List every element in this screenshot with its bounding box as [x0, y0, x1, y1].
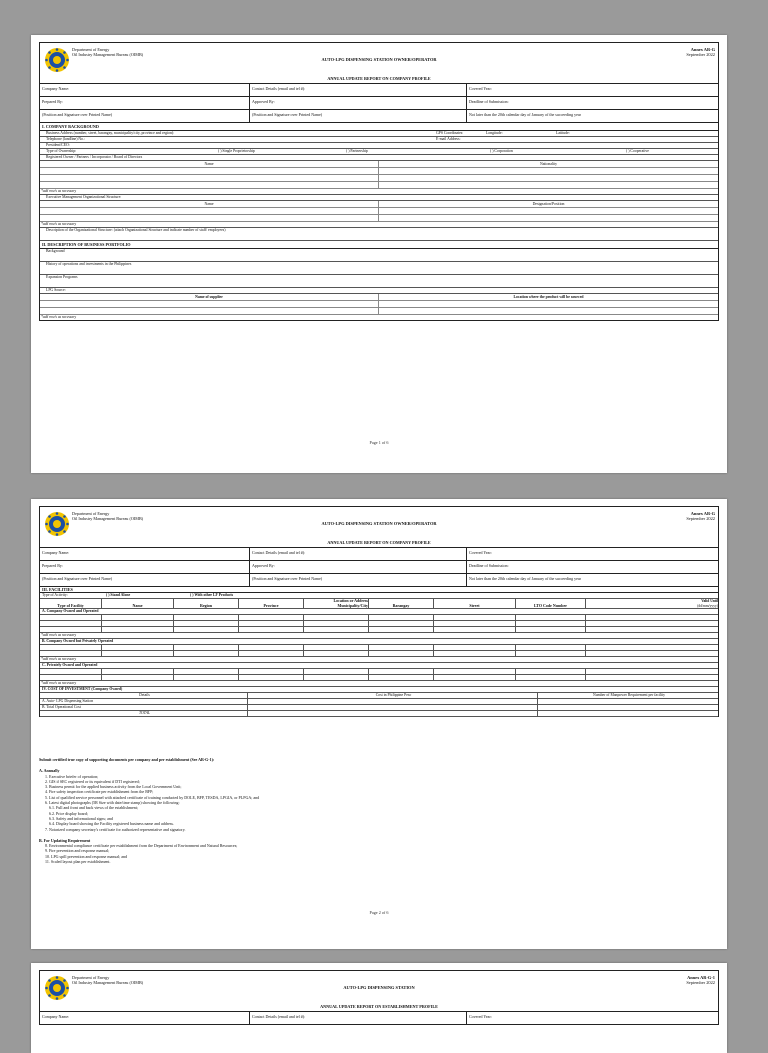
longitude-label: Longitude: [486, 131, 503, 135]
cost-total-label: TOTAL [40, 711, 248, 717]
annex-label [686, 47, 715, 58]
requirement-item: 9. Fire prevention and response manual; [45, 848, 110, 854]
category-c: C. Privately Owned and Operated [40, 663, 718, 669]
approved-by-field[interactable]: Approved By: [250, 97, 467, 109]
form-sheet [39, 506, 719, 717]
deadline-label: Deadline of Submission: [469, 563, 509, 568]
col-location-label: Location or Address [333, 598, 368, 603]
agency-line-1: Department of Energy [72, 975, 110, 980]
supplier-row-name[interactable] [40, 301, 378, 308]
annex-label [686, 975, 715, 986]
agency-name [72, 47, 143, 57]
form-subtitle: ANNUAL UPDATE REPORT ON COMPANY PROFILE [327, 540, 431, 545]
with-other-checkbox[interactable]: ( ) With other LF Products [190, 593, 234, 597]
form-header [40, 971, 718, 1012]
form-subtitle: ANNUAL UPDATE REPORT ON ESTABLISHMENT PROFILE [320, 1004, 438, 1009]
col-cost: Cost in Philippine Peso [248, 693, 538, 699]
deadline-label: Deadline of Submission: [469, 99, 509, 104]
annex-date: September 2022 [686, 52, 715, 58]
contact-field[interactable]: Contact Details (email and tel #): [250, 1012, 467, 1024]
mgmt-col-designation: Designation/Position [379, 201, 718, 208]
annex-date: September 2022 [686, 980, 715, 986]
section-facilities: III. FACILITIES [40, 587, 718, 593]
business-address-label: Business Address (number, street, barangay, municipality/city, province and region): [46, 131, 175, 135]
form-sheet [39, 970, 719, 1025]
stand-alone-checkbox[interactable]: ( ) Stand Alone [106, 593, 131, 597]
requirement-item: 1. Executive briefer of operation; [45, 773, 99, 779]
ownership-single-checkbox[interactable]: ( ) Single Proprietorship [218, 149, 255, 153]
mgmt-row-designation[interactable] [379, 215, 718, 222]
requirement-item: 3. Business permit for the applied business activity from the Local Government Unit; [45, 784, 182, 790]
col-valid-format: (dd/mm/yyyy) [697, 603, 718, 608]
facilities-header [40, 599, 718, 609]
history-label: History of operations and investments in the Philippines [46, 262, 132, 266]
col-region: Region [174, 599, 239, 609]
ownership-partnership-checkbox[interactable]: ( ) Partnership [346, 149, 368, 153]
approved-by-field[interactable]: Approved By: [250, 561, 467, 573]
annex-date: September 2022 [686, 516, 715, 522]
company-name-field[interactable]: Company Name: [40, 84, 250, 96]
owners-row-nationality[interactable] [379, 175, 718, 182]
col-type-facility: Type of Facility [40, 599, 102, 609]
position-label-2: (Position and Signature over Printed Name) [250, 574, 467, 586]
requirement-item: 11. Scaled layout plan per establishment. [45, 859, 111, 865]
updating-heading: B. For Updating Requirement [39, 837, 91, 843]
owners-row-name[interactable] [40, 168, 378, 175]
mgmt-table [40, 201, 718, 222]
agency-name [72, 511, 143, 521]
latitude-label: Latitude: [556, 131, 570, 135]
form-title: AUTO-LPG DISPENSING STATION OWNER/OPERATOR [321, 57, 437, 62]
page-number: Page 1 of 6 [369, 440, 389, 445]
info-row-3 [40, 110, 718, 123]
page-1 [31, 35, 727, 473]
facility-row[interactable] [40, 675, 718, 681]
lpg-source-row [40, 288, 718, 294]
contact-field[interactable]: Contact Details (email and tel #): [250, 548, 467, 560]
owners-label-row [40, 155, 718, 161]
form-header [40, 43, 718, 84]
supplier-table [40, 294, 718, 315]
background-row[interactable] [40, 249, 718, 262]
add-rows-note: *add row/s as necessary [40, 633, 718, 639]
email-label: E-mail Address: [436, 137, 461, 141]
form-header [40, 507, 718, 548]
expansion-row[interactable] [40, 275, 718, 288]
cost-row-total[interactable] [40, 711, 718, 717]
col-name: Name [102, 599, 174, 609]
owners-col-name: Name [40, 161, 378, 168]
owners-row-name[interactable] [40, 182, 378, 189]
info-row-3 [40, 574, 718, 587]
org-desc-label: Description of the Organizational Structure: (attach Organizational Structure and indicate number of staff/ employees) [46, 228, 226, 232]
mgmt-row-name[interactable] [40, 215, 378, 222]
supplier-col-name: Name of supplier [40, 294, 378, 301]
category-b: B. Company Owned but Privately Operated [40, 639, 718, 645]
facility-row[interactable] [40, 627, 718, 633]
president-label: President/CEO: [46, 143, 70, 147]
annex-code: Annex AR-G [690, 47, 715, 52]
add-rows-note: *add row/s as necessary [41, 315, 77, 319]
col-valid [586, 599, 718, 609]
page-3 [31, 963, 727, 1053]
agency-line-1: Department of Energy [72, 47, 110, 52]
info-row-2 [40, 561, 718, 574]
gps-label: GPS Coordinates: [436, 131, 464, 135]
requirement-item: 2. GIS if SEC registered or its equivalent if DTI registered; [45, 778, 140, 784]
col-street: Street [434, 599, 516, 609]
telephone-label: Telephone (landline) No.: [46, 137, 86, 141]
activity-label: Type of Activity: [42, 593, 68, 597]
owners-row-nationality[interactable] [379, 182, 718, 189]
position-label-2: (Position and Signature over Printed Name) [250, 110, 467, 122]
prepared-by-field[interactable]: Prepared By: [40, 97, 250, 109]
cost-b-label: B. Total Operational Cost [40, 705, 248, 711]
owners-label: Registered Owner / Partners / Incorporator / Board of Directors [46, 155, 143, 159]
col-valid-label: Valid Until [701, 599, 718, 603]
mgmt-label: Executive Management Organizational Structure: [46, 195, 122, 199]
info-row-1 [40, 84, 718, 97]
supplier-col-location: Location where the product will be sourced [379, 294, 718, 301]
page-number: Page 2 of 6 [369, 910, 389, 915]
mgmt-col-name: Name [40, 201, 378, 208]
col-details: Details [40, 693, 248, 699]
contact-field[interactable]: Contact Details (email and tel #): [250, 84, 467, 96]
category-a: A. Company Owned and Operated [40, 609, 718, 615]
page-2 [31, 499, 727, 949]
info-row-1 [40, 1012, 718, 1025]
history-row[interactable] [40, 262, 718, 275]
requirement-item: 7. Notarized company secretary's certificate for authorized representative and signatory. [45, 826, 186, 832]
agency-line-2: Oil Industry Management Bureau (OIMB) [72, 52, 144, 58]
covered-year-field[interactable]: Covered Year: [469, 550, 492, 555]
cost-a-label: A. Auto- LPG Dispensing Station [40, 699, 248, 705]
owners-row-name[interactable] [40, 175, 378, 182]
position-label-1: (Position and Signature over Printed Name) [40, 574, 250, 586]
activity-row [40, 593, 718, 599]
section-business-portfolio: II. DESCRIPTION OF BUSINESS PORTFOLIO [40, 241, 718, 249]
owners-col-nationality: Nationality [379, 161, 718, 168]
col-manpower: Number of Manpower Requirement per facility [538, 693, 718, 699]
lpg-source-label: LPG Source: [46, 288, 66, 292]
col-location [304, 599, 369, 609]
requirement-item: 6. Latest digital photographs (5R Size with date/time stamp) showing the following: [45, 800, 180, 806]
requirement-subitem: 6.2. Price display board; [49, 810, 88, 816]
company-name-field[interactable]: Company Name: [40, 548, 250, 560]
form-title: AUTO-LPG DISPENSING STATION [343, 985, 415, 990]
requirement-item: 5. List of qualified service personnel with attached certificate of training conducted by DOLE, BFP, TESDA, LPGIA, or PLPGA; and [45, 794, 260, 800]
requirement-subitem: 6.1. Full and front and back views of the establishment; [49, 805, 138, 811]
org-desc-row[interactable] [40, 228, 718, 241]
mgmt-row-name[interactable] [40, 208, 378, 215]
annually-heading: A. Annually [39, 768, 60, 774]
prepared-by-field[interactable]: Prepared By: [40, 561, 250, 573]
add-rows-note: *add row/s as necessary [40, 222, 718, 228]
add-rows-note: *add row/s as necessary [40, 681, 718, 687]
annex-code: Annex AR-G-1 [687, 975, 715, 980]
agency-line-2: Oil Industry Management Bureau (OIMB) [72, 516, 144, 522]
background-label: Background [46, 249, 65, 253]
requirement-item: 8. Environmental compliance certificate per establishment from the Department of Environment and Natural Resources; [45, 843, 238, 849]
form-sheet [39, 42, 719, 321]
info-row-1 [40, 548, 718, 561]
owners-row-nationality[interactable] [379, 168, 718, 175]
col-barangay: Barangay [369, 599, 434, 609]
col-municipality: Municipality/City [337, 602, 368, 608]
requirement-item: 10. LPG spill prevention and response manual; and [45, 853, 127, 859]
section-company-background: I. COMPANY BACKGROUND [40, 123, 718, 131]
col-province: Province [239, 599, 304, 609]
agency-line-2: Oil Industry Management Bureau (OIMB) [72, 980, 144, 986]
deadline-text: Not later than the 20th calendar day of January of the succeeding year [469, 112, 581, 117]
deadline-text: Not later than the 20th calendar day of January of the succeeding year [469, 576, 581, 581]
ownership-coop-checkbox[interactable]: ( ) Cooperative [626, 149, 649, 153]
submit-instruction: Submit certified true copy of supporting documents per company and per establishment (See AR-G-1): [39, 757, 215, 762]
ownership-corporation-checkbox[interactable]: ( ) Corporation [490, 149, 513, 153]
company-name-field[interactable]: Company Name: [40, 1012, 250, 1024]
mgmt-row-designation[interactable] [379, 208, 718, 215]
add-rows-note: *add row/s as necessary [40, 189, 718, 195]
col-lto: LTO Code Number [516, 599, 586, 609]
owners-table [40, 161, 718, 189]
requirement-item: 4. Fire safety inspection certificate per establishment from the BFP; [45, 789, 154, 795]
section-cost: IV. COST OF INVESTMENT (Company Owned) [40, 687, 718, 693]
add-rows-note: *add row/s as necessary [40, 657, 718, 663]
position-label-1: (Position and Signature over Printed Name) [40, 110, 250, 122]
annex-label [686, 511, 715, 522]
supplier-row-location[interactable] [379, 301, 718, 308]
form-subtitle: ANNUAL UPDATE REPORT ON COMPANY PROFILE [327, 76, 431, 81]
supplier-row-location[interactable] [379, 308, 718, 315]
ownership-label: Type of Ownership: [46, 149, 77, 153]
covered-year-field[interactable]: Covered Year: [469, 86, 492, 91]
mgmt-label-row [40, 195, 718, 201]
requirements [39, 757, 699, 864]
requirement-subitem: 6.4. Display board showing the Facility registered business name and address. [49, 821, 174, 827]
supplier-row-name[interactable] [40, 308, 378, 315]
agency-name [72, 975, 143, 985]
info-row-2 [40, 97, 718, 110]
covered-year-field[interactable]: Covered Year: [469, 1014, 492, 1019]
agency-line-1: Department of Energy [72, 511, 110, 516]
expansion-label: Expansion Programs [46, 275, 78, 279]
facility-row[interactable] [40, 651, 718, 657]
form-title: AUTO-LPG DISPENSING STATION OWNER/OPERATOR [321, 521, 437, 526]
requirement-subitem: 6.3. Safety and informational signs; and [49, 815, 113, 821]
annex-code: Annex AR-G [690, 511, 715, 516]
